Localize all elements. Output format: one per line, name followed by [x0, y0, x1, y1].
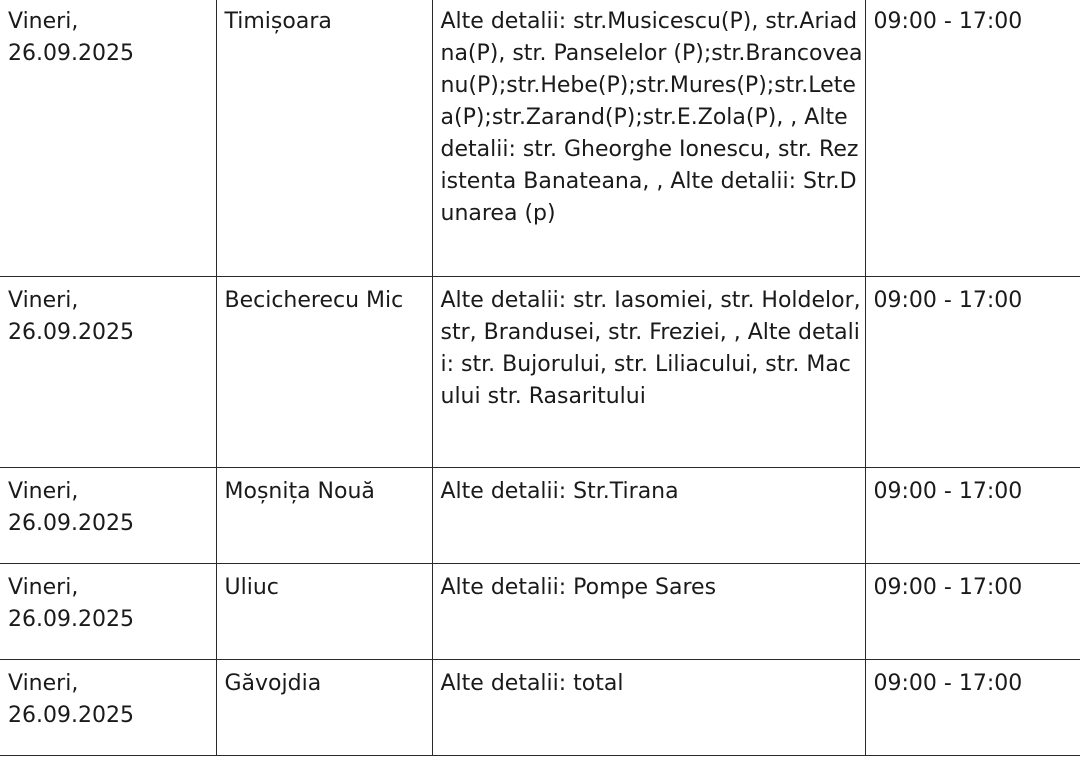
table-row	[0, 277, 1080, 468]
date-cell	[0, 660, 216, 756]
time-cell: 09:00 - 17:00	[865, 660, 1080, 756]
date-cell	[0, 277, 216, 468]
date-cell	[0, 564, 216, 660]
day-label: Vineri,	[8, 9, 79, 34]
location-cell: Timișoara	[216, 0, 432, 277]
date-label: 26.09.2025	[8, 607, 134, 632]
time-cell: 09:00 - 17:00	[865, 468, 1080, 564]
date-cell	[0, 0, 216, 277]
time-cell: 09:00 - 17:00	[865, 277, 1080, 468]
location-cell: Găvojdia	[216, 660, 432, 756]
table-row	[0, 564, 1080, 660]
time-cell: 09:00 - 17:00	[865, 0, 1080, 277]
date-label: 26.09.2025	[8, 703, 134, 728]
date-label: 26.09.2025	[8, 511, 134, 536]
details-cell: Alte detalii: total	[432, 660, 865, 756]
details-cell: Alte detalii: Pompe Sares	[432, 564, 865, 660]
details-cell: Alte detalii: str. Iasomiei, str. Holdelor, str, Brandusei, str. Freziei, , Alte detalii: str. Bujorului, str. Liliacului, str. Macului str. Rasaritului	[432, 277, 865, 468]
day-label: Vineri,	[8, 288, 79, 313]
day-label: Vineri,	[8, 671, 79, 696]
table-row	[0, 468, 1080, 564]
details-cell: Alte detalii: Str.Tirana	[432, 468, 865, 564]
location-cell: Uliuc	[216, 564, 432, 660]
location-cell: Moșnița Nouă	[216, 468, 432, 564]
day-label: Vineri,	[8, 575, 79, 600]
table-row	[0, 0, 1080, 277]
location-cell: Becicherecu Mic	[216, 277, 432, 468]
date-label: 26.09.2025	[8, 320, 134, 345]
date-label: 26.09.2025	[8, 41, 134, 66]
details-cell: Alte detalii: str.Musicescu(P), str.Ariadna(P), str. Panselelor (P);str.Brancoveanu(P);str.Hebe(P);str.Mures(P);str.Letea(P);str.Zarand(P);str.E.Zola(P), , Alte detalii: str. Gheorghe Ionescu, str. Rezistenta Banateana, , Alte detalii: Str.Dunarea (p)	[432, 0, 865, 277]
date-cell	[0, 468, 216, 564]
day-label: Vineri,	[8, 479, 79, 504]
time-cell: 09:00 - 17:00	[865, 564, 1080, 660]
table-row	[0, 660, 1080, 756]
